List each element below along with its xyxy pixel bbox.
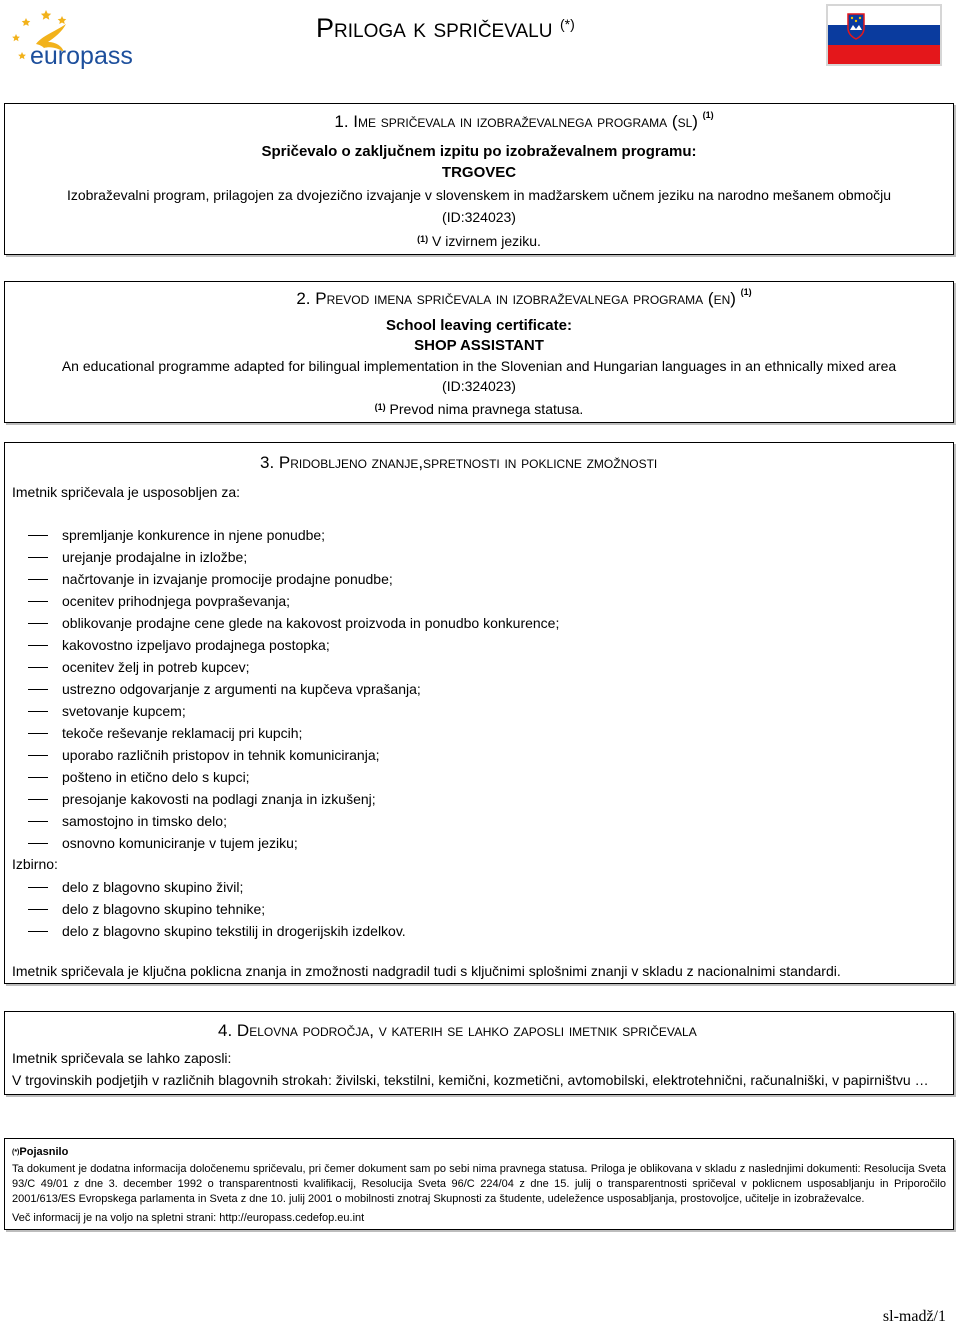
- section-4-number: 4.: [218, 1021, 233, 1040]
- section-2-heading-mark: (1): [740, 287, 752, 297]
- list-item: delo z blagovno skupino tekstilij in drogerijskih izdelkov.: [5, 920, 945, 942]
- footnote-title-text: Pojasnilo: [19, 1146, 69, 1158]
- svg-text:europass: europass: [30, 42, 133, 70]
- programme-id-en: (ID:324023): [442, 378, 516, 394]
- section-2-heading: [5, 289, 953, 309]
- section-2-title: Prevod imena spričevala in izobraževalnega programa (en): [315, 289, 736, 308]
- footnote-text: Ta dokument je dodatna informacija določenemu spričevalu, pri čemer dokument sam po sebi nima pravnega statusa. Priloga je oblikovana v skladu z naslednjimi dokumenti: Resolucija Sveta 93/C 49/01 z dne 3. december 1992 o transparentnosti kvalifikacij, Resolucija Sveta 96/C 224/04 z dne 15. julij o transparentnosti spričeval v poklicnem usposabljanju in Priporočilo 2001/613/ES Evropskega parlamenta in Sveta z dne 10. julij 2001 o mobilnosti znotraj Skupnosti za študente, udeležence usposabljanja, prostovoljce, učitelje in izobraževalce.: [12, 1163, 946, 1205]
- europass-logo: [10, 8, 135, 74]
- section-2-box: [4, 281, 954, 423]
- list-item: ocenitev prihodnjega povpraševanja;: [5, 590, 945, 612]
- section-2-number: 2.: [296, 289, 311, 308]
- page-title-text: Priloga k spričevalu: [316, 13, 553, 43]
- list-item: uporabo različnih pristopov in tehnik komuniciranja;: [5, 744, 945, 766]
- programme-description-en: An educational programme adapted for bilingual implementation in the Slovenian and Hungarian languages in an ethnically mixed area: [61, 358, 897, 374]
- optional-list: [5, 876, 945, 942]
- section-3-heading: [260, 453, 657, 473]
- list-item: presojanje kakovosti na podlagi znanja in izkušenj;: [5, 788, 945, 810]
- optional-label: Izbirno:: [12, 856, 58, 872]
- list-item: pošteno in etično delo s kupci;: [5, 766, 945, 788]
- title-footnote-mark: (*): [559, 16, 575, 32]
- footnote-box: [4, 1138, 954, 1230]
- qualification-name-en: SHOP ASSISTANT: [414, 337, 544, 354]
- section-2-note-mark: (1): [374, 402, 386, 412]
- section-1-note: [5, 232, 953, 250]
- list-item: kakovostno izpeljavo prodajnega postopka;: [5, 634, 945, 656]
- list-item: urejanje prodajalne in izložbe;: [5, 546, 945, 568]
- section-1-heading-mark: (1): [702, 110, 714, 120]
- section-3-number: 3.: [260, 453, 275, 472]
- section-4-intro: Imetnik spričevala se lahko zaposli:: [12, 1050, 232, 1066]
- qualification-name-sl: TRGOVEC: [441, 164, 517, 181]
- section-1-title: Ime spričevala in izobraževalnega programa (sl): [353, 112, 698, 131]
- list-item: ocenitev želj in potreb kupcev;: [5, 656, 945, 678]
- list-item: spremljanje konkurence in njene ponudbe;: [5, 524, 945, 546]
- footnote-mark: (*): [12, 1149, 20, 1156]
- list-item: osnovno komuniciranje v tujem jeziku;: [5, 832, 945, 854]
- section-1-box: [4, 103, 954, 255]
- slovenian-flag-icon: [826, 4, 942, 66]
- section-3-intro: Imetnik spričevala je usposobljen za:: [12, 484, 241, 500]
- section-2-note: [5, 400, 953, 418]
- page-title: [316, 12, 575, 44]
- section-1-number: 1.: [334, 112, 349, 131]
- slovenian-flag: [826, 4, 942, 66]
- section-4-title: Delovna področja, v katerih se lahko zaposli imetnik spričevala: [236, 1021, 697, 1040]
- certificate-name-en: School leaving certificate:: [386, 317, 572, 334]
- certificate-name-sl: Spričevalo o zaključnem izpitu po izobraževalnem programu:: [261, 143, 697, 160]
- list-item: svetovanje kupcem;: [5, 700, 945, 722]
- footnote-link-text: Več informacij je na voljo na spletni strani: http://europass.cedefop.eu.int: [12, 1212, 365, 1224]
- section-2-note-text: Prevod nima pravnega statusa.: [389, 401, 584, 417]
- section-1-note-mark: (1): [417, 234, 429, 244]
- footnote-title: [12, 1145, 68, 1160]
- section-4-heading: [218, 1021, 697, 1041]
- section-3-closing: Imetnik spričevala je ključna poklicna znanja in zmožnosti nadgradil tudi s ključnimi splošnimi znanji v skladu z nacionalnimi standardi.: [12, 963, 841, 979]
- list-item: delo z blagovno skupino živil;: [5, 876, 945, 898]
- list-item: ustrezno odgovarjanje z argumenti na kupčeva vprašanja;: [5, 678, 945, 700]
- section-4-box: [4, 1011, 954, 1095]
- list-item: delo z blagovno skupino tehnike;: [5, 898, 945, 920]
- programme-description-sl: Izobraževalni program, prilagojen za dvojezično izvajanje v slovenskem in madžarskem učnem jeziku na narodno mešanem območju: [66, 187, 892, 203]
- section-3-title: Pridobljeno znanje,spretnosti in poklicne zmožnosti: [278, 453, 658, 472]
- section-1-note-text: V izvirnem jeziku.: [431, 233, 541, 249]
- europass-logo-icon: [10, 8, 135, 74]
- list-item: samostojno in timsko delo;: [5, 810, 945, 832]
- list-item: načrtovanje in izvajanje promocije prodajne ponudbe;: [5, 568, 945, 590]
- page-code: sl-madž/1: [882, 1308, 946, 1325]
- section-1-heading: [5, 112, 953, 132]
- list-item: oblikovanje prodajne cene glede na kakovost proizvoda in ponudbo konkurence;: [5, 612, 945, 634]
- list-item: tekoče reševanje reklamacij pri kupcih;: [5, 722, 945, 744]
- section-3-box: [4, 442, 954, 984]
- programme-id-sl: (ID:324023): [442, 209, 516, 225]
- competence-list: [5, 524, 945, 854]
- section-4-text: V trgovinskih podjetjih v različnih blagovnih strokah: živilski, tekstilni, kemični, kozmetični, avtomobilski, elektrotehnični, računalniški, v papirništvu …: [12, 1072, 929, 1088]
